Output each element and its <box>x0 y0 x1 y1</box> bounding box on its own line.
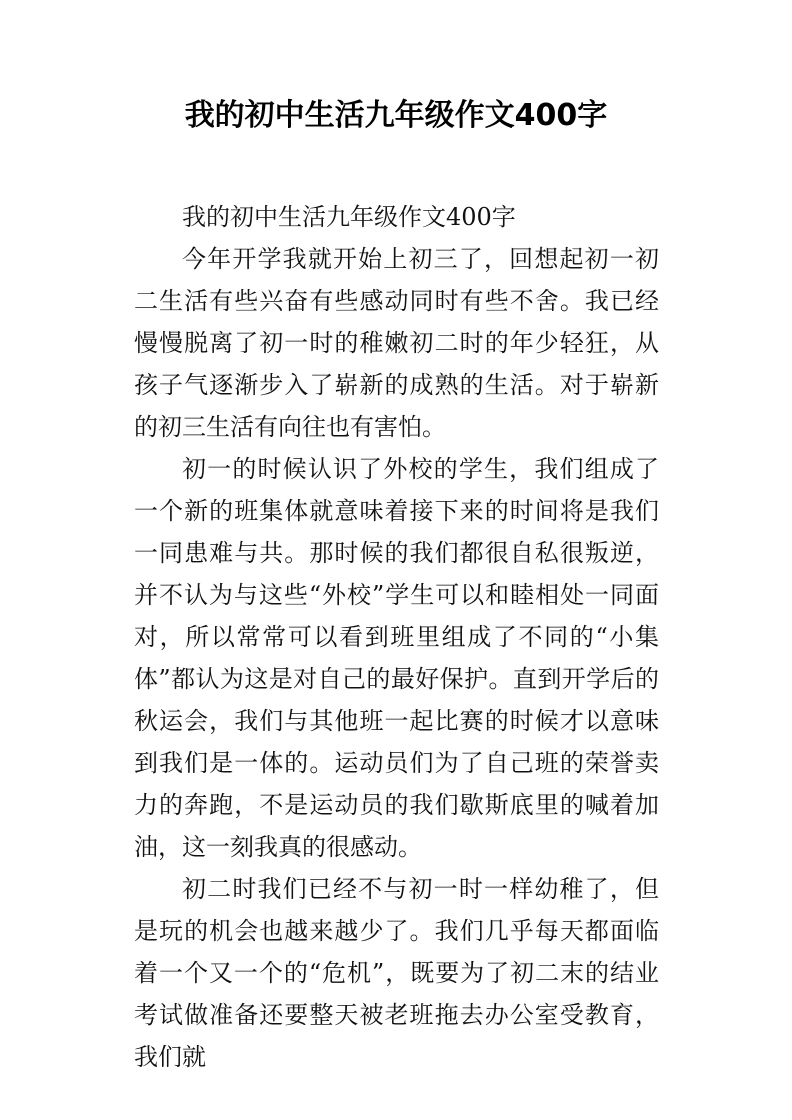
document-title: 我的初中生活九年级作文400字 <box>184 98 608 133</box>
paragraph: 初一的时候认识了外校的学生，我们组成了一个新的班集体就意味着接下来的时间将是我们一同患难与共。那时候的我们都很自私很叛逆，并不认为与这些“外校”学生可以和睦相处一同面对，所以常常可以看到班里组成了不同的“小集体”都认为这是对自己的最好保护。直到开学后的秋运会，我们与其他班一起比赛的时候才以意味到我们是一体的。运动员们为了自己班的荣誉卖力的奔跑，不是运动员的我们歇斯底里的喊着加油，这一刻我真的很感动。 <box>134 455 659 861</box>
document-body <box>134 196 659 1078</box>
paragraph: 今年开学我就开始上初三了，回想起初一初二生活有些兴奋有些感动同时有些不舍。我已经慢慢脱离了初一时的稚嫩初二时的年少轻狂，从孩子气逐渐步入了崭新的成熟的生活。对于崭新的初三生活有向往也有害怕。 <box>134 245 659 441</box>
paragraph: 初二时我们已经不与初一时一样幼稚了，但是玩的机会也越来越少了。我们几乎每天都面临着一个又一个的“危机”，既要为了初二末的结业考试做准备还要整天被老班拖去办公室受教育，我们就 <box>134 875 659 1071</box>
paragraph-subtitle: 我的初中生活九年级作文400字 <box>182 203 516 231</box>
